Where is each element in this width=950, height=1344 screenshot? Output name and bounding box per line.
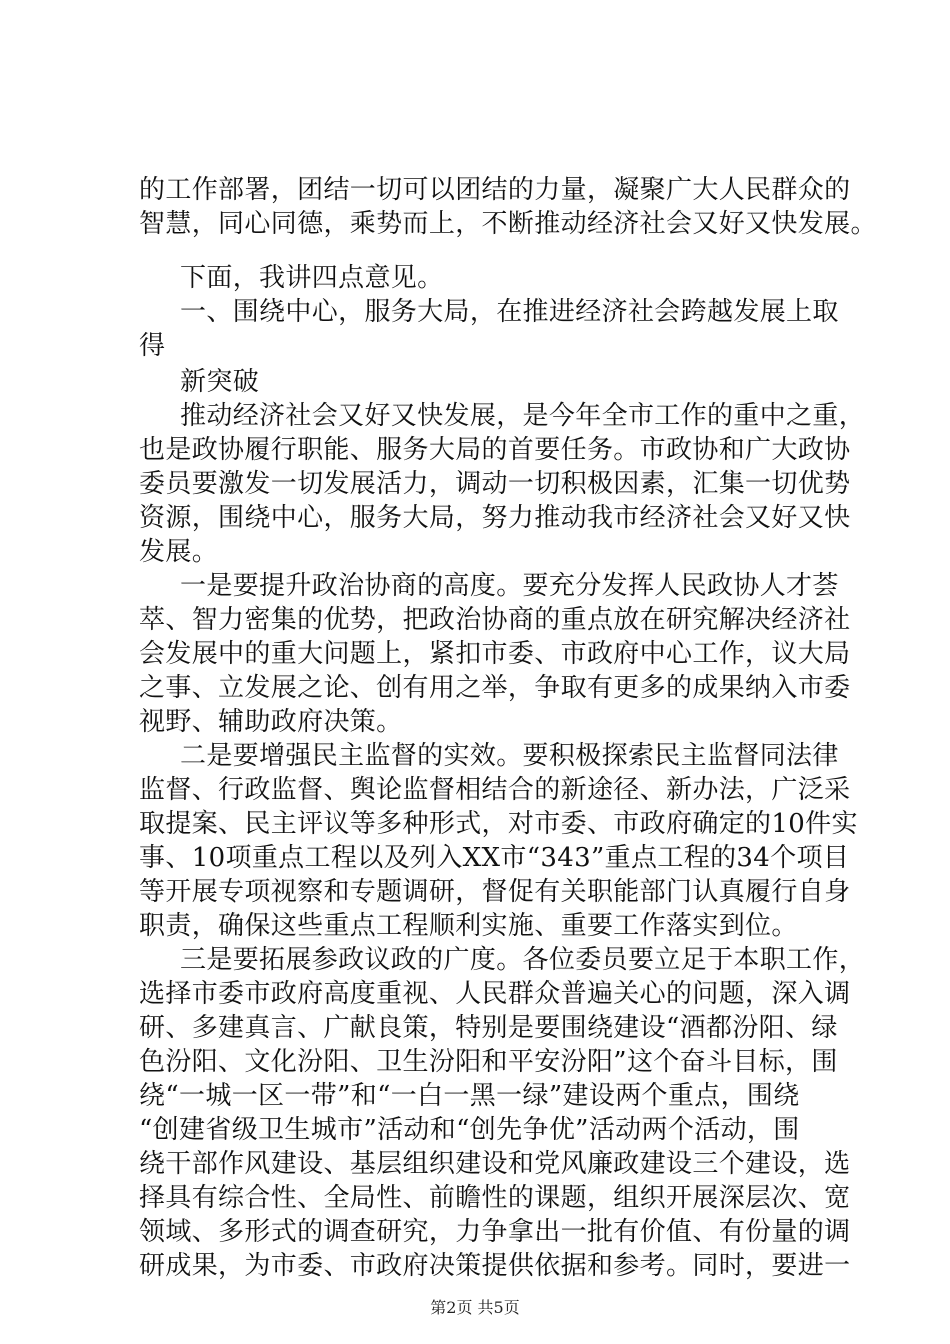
paragraph-line: 资源，围绕中心，服务大局，努力推动我市经济社会又好又快 [139,503,851,533]
paragraph-line: 一是要提升政治协商的高度。要充分发挥人民政协人才荟 [180,571,839,601]
text-line: 智慧，同心同德，乘势而上，不断推动经济社会又好又快发展。 [139,209,877,239]
page-number: 第2页 共5页 [430,1298,520,1317]
paragraph-line: 绕干部作风建设、基层组织建设和党风廉政建设三个建设，选 [139,1149,851,1179]
paragraph-line: 监督、行政监督、舆论监督相结合的新途径、新办法，广泛采 [139,775,851,805]
paragraph-line: 萃、智力密集的优势，把政治协商的重点放在研究解决经济社 [139,605,851,635]
paragraph-line: 二是要增强民主监督的实效。要积极探索民主监督同法律 [180,741,839,771]
paragraph-line: “创建省级卫生城市”活动和“创先争优”活动两个活动，围 [139,1115,800,1145]
text-line: 下面，我讲四点意见。 [180,263,444,293]
paragraph-line: 会发展中的重大问题上，紧扣市委、市政府中心工作，议大局 [139,639,851,669]
section-heading: 得 [139,331,166,361]
paragraph-line: 委员要激发一切发展活力，调动一切积极因素，汇集一切优势 [139,469,851,499]
paragraph-line: 发展。 [139,537,219,567]
section-heading: 新突破 [180,367,260,397]
paragraph-line: 研成果，为市委、市政府决策提供依据和参考。同时，要进一 [139,1251,851,1281]
paragraph-line: 视野、辅助政府决策。 [139,707,403,737]
paragraph-line: 之事、立发展之论、创有用之举，争取有更多的成果纳入市委 [139,673,851,703]
paragraph-line: 研、多建真言、广献良策，特别是要围绕建设“酒都汾阳、绿 [139,1013,838,1043]
paragraph-line: 职责，确保这些重点工程顺利实施、重要工作落实到位。 [139,911,798,941]
paragraph-line: 三是要拓展参政议政的广度。各位委员要立足于本职工作， [180,945,866,975]
section-heading: 一、围绕中心，服务大局，在推进经济社会跨越发展上取 [180,297,839,327]
paragraph-line: 择具有综合性、全局性、前瞻性的课题，组织开展深层次、宽 [139,1183,851,1213]
paragraph-line: 色汾阳、文化汾阳、卫生汾阳和平安汾阳”这个奋斗目标，围 [139,1047,838,1077]
paragraph-line: 取提案、民主评议等多种形式，对市委、市政府确定的10件实 [139,809,858,839]
paragraph-line: 选择市委市政府高度重视、人民群众普遍关心的问题，深入调 [139,979,851,1009]
paragraph-line: 也是政协履行职能、服务大局的首要任务。市政协和广大政协 [139,435,851,465]
paragraph-line: 事、10项重点工程以及列入XX市“343”重点工程的34个项目 [139,843,850,873]
paragraph-line: 绕“一城一区一带”和“一白一黑一绿”建设两个重点，围绕 [139,1081,800,1111]
paragraph-line: 等开展专项视察和专题调研，督促有关职能部门认真履行自身 [139,877,851,907]
text-line: 的工作部署，团结一切可以团结的力量，凝聚广大人民群众的 [139,175,851,205]
paragraph-line: 领域、多形式的调查研究，力争拿出一批有价值、有份量的调 [139,1217,851,1247]
paragraph-line: 推动经济社会又好又快发展，是今年全市工作的重中之重， [180,401,866,431]
